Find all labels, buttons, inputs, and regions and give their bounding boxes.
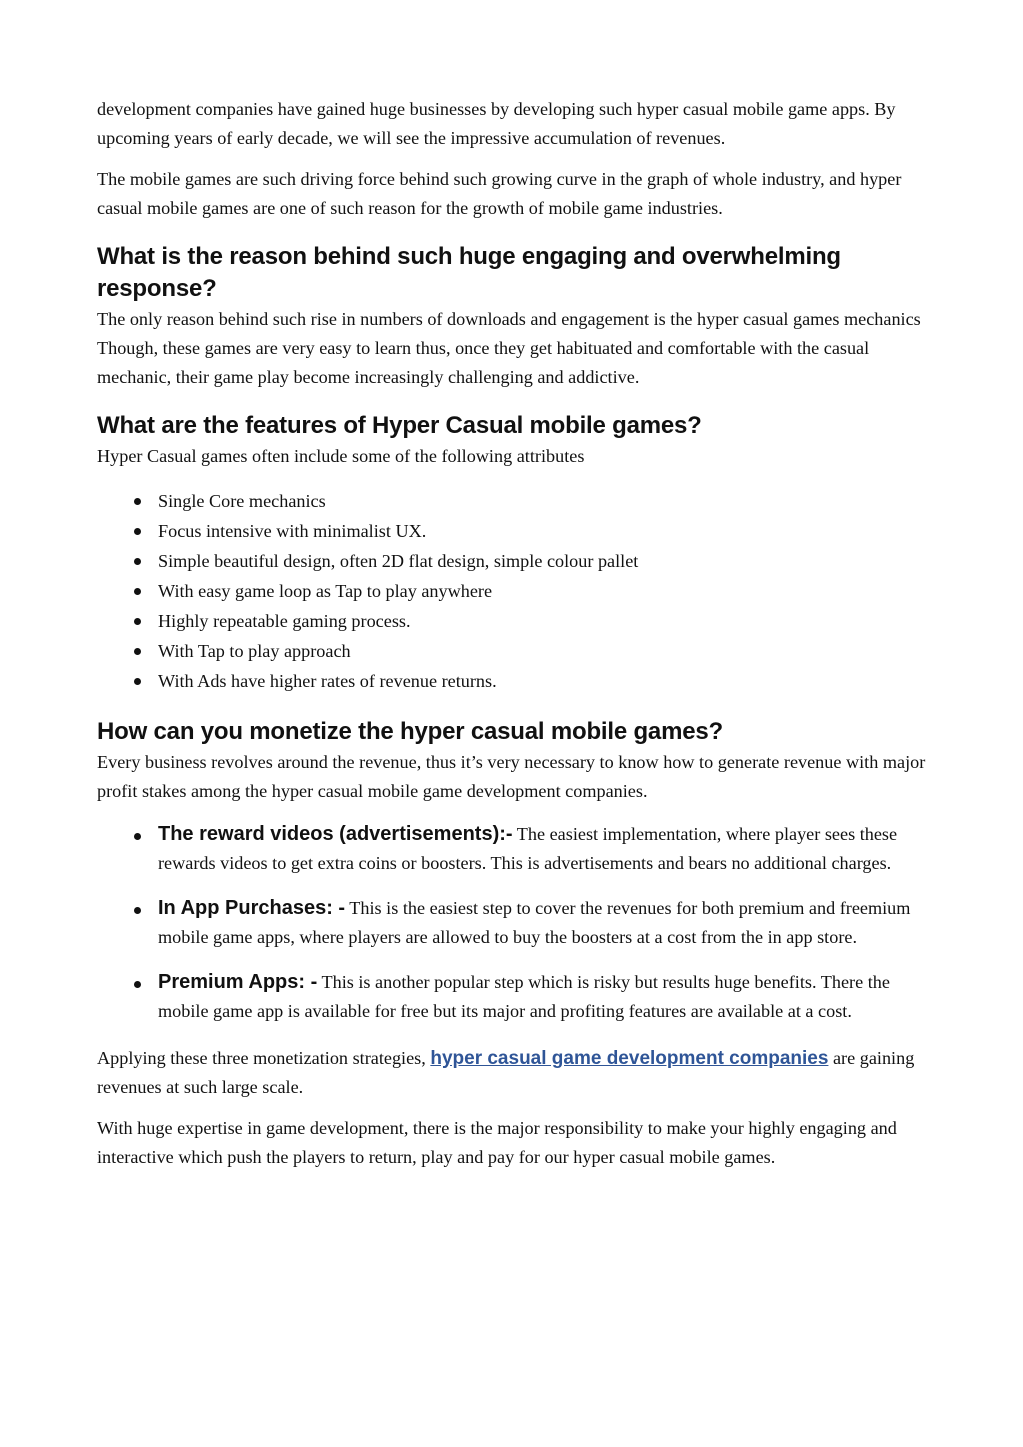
reason-paragraph: The only reason behind such rise in numbers of downloads and engagement is the hyper casual games mechanics Though, these games are very easy to learn thus, once they get habituated and comfortable with the casual mechanic, their game play become increasingly challenging and addictive. (97, 309, 921, 387)
list-item-text: Single Core mechanics (158, 491, 326, 511)
list-item-text: With easy game loop as Tap to play anywhere (158, 581, 493, 601)
bullet-icon (134, 678, 141, 685)
list-item (97, 636, 927, 666)
intro-paragraph-1: development companies have gained huge businesses by developing such hyper casual mobile game apps. By upcoming years of early decade, we will see the impressive accumulation of revenues. (97, 99, 896, 148)
strategy-term: In App Purchases: - (158, 897, 346, 919)
list-item-text: Simple beautiful design, often 2D flat design, simple colour pallet (158, 551, 639, 571)
section-reason (97, 241, 927, 392)
list-item (97, 576, 927, 606)
features-intro: Hyper Casual games often include some of the following attributes (97, 446, 585, 466)
strategy-text: The easiest implementation, where player sees these rewards videos to get extra coins or boosters. This is advertisements and bears no additional charges. (158, 824, 898, 873)
bullet-icon (134, 981, 141, 988)
list-item-text: Focus intensive with minimalist UX. (158, 521, 427, 541)
closing-paragraph-2: With huge expertise in game development, there is the major responsibility to make your highly engaging and interactive which push the players to return, play and pay for our hyper casual mobile games. (97, 1118, 897, 1167)
list-item (97, 486, 927, 516)
bullet-icon (134, 833, 141, 840)
monetize-intro: Every business revolves around the revenue, thus it’s very necessary to know how to generate revenue with major profit stakes among the hyper casual mobile game development companies. (97, 752, 926, 801)
list-item (97, 666, 927, 696)
heading-features: What are the features of Hyper Casual mobile games? (97, 412, 702, 439)
bullet-icon (134, 498, 141, 505)
list-item (97, 968, 927, 1026)
list-item (97, 820, 927, 878)
section-monetize (97, 716, 927, 1026)
closing-paragraph-1 (97, 1044, 927, 1102)
closing-text-after: are gaining revenues at such large scale. (97, 1048, 915, 1097)
monetize-list (97, 820, 927, 1026)
list-item (97, 546, 927, 576)
bullet-icon (134, 528, 141, 535)
strategy-text: This is the easiest step to cover the revenues for both premium and freemium mobile game apps, where players are allowed to buy the boosters at a cost from the in app store. (158, 898, 911, 947)
closing-text-before: Applying these three monetization strategies, (97, 1048, 431, 1068)
list-item-text: With Tap to play approach (158, 641, 351, 661)
strategy-text: This is another popular step which is risky but results huge benefits. There the mobile game app is available for free but its major and profiting features are available at a cost. (158, 972, 890, 1021)
features-list (97, 486, 927, 696)
document-page (97, 95, 927, 1172)
companies-link[interactable]: hyper casual game development companies (430, 1048, 829, 1069)
bullet-icon (134, 558, 141, 565)
list-item-text: With Ads have higher rates of revenue returns. (158, 671, 497, 691)
bullet-icon (134, 648, 141, 655)
heading-monetize: How can you monetize the hyper casual mobile games? (97, 718, 723, 745)
list-item (97, 516, 927, 546)
list-item (97, 894, 927, 952)
list-item-text: Highly repeatable gaming process. (158, 611, 411, 631)
strategy-term: The reward videos (advertisements):- (158, 823, 513, 845)
strategy-term: Premium Apps: - (158, 971, 318, 993)
bullet-icon (134, 588, 141, 595)
bullet-icon (134, 618, 141, 625)
intro-paragraph-2: The mobile games are such driving force behind such growing curve in the graph of whole industry, and hyper casual mobile games are one of such reason for the growth of mobile game industries. (97, 169, 902, 218)
list-item (97, 606, 927, 636)
bullet-icon (134, 907, 141, 914)
heading-reason: What is the reason behind such huge engaging and overwhelming response? (97, 243, 841, 302)
section-features (97, 410, 927, 696)
